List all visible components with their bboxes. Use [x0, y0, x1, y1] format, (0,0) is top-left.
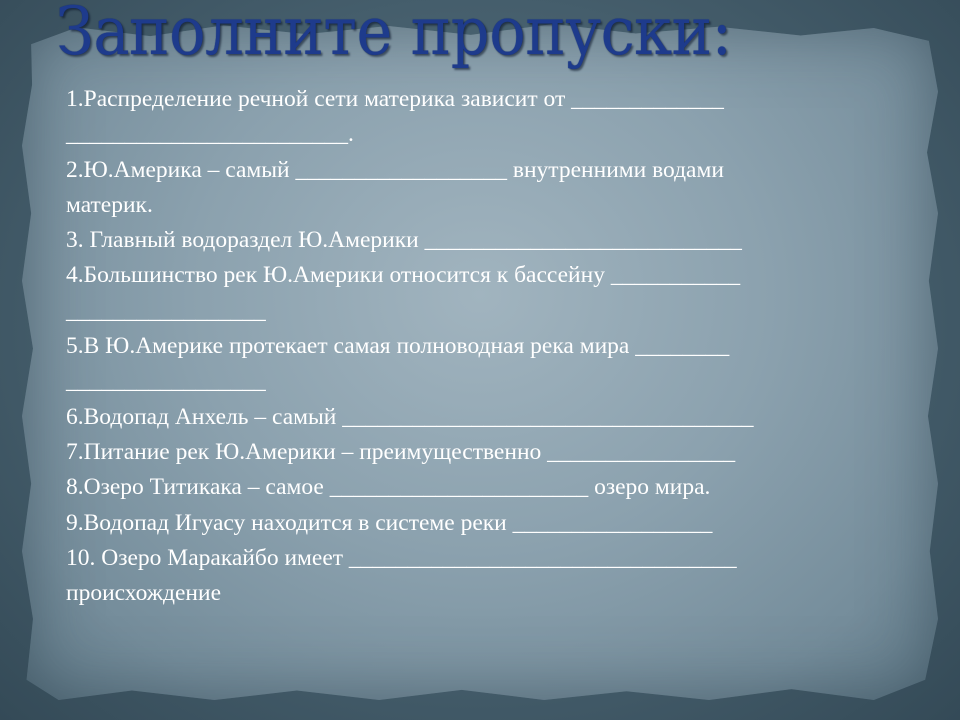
question-10-line-1: 10. Озеро Маракайбо имеет _________________________________: [66, 544, 737, 571]
question-1-line-1: 1.Распределение речной сети материка зависит от _____________: [66, 86, 724, 112]
question-4-line-1: 4.Большинство рек Ю.Америки относится к бассейну ___________: [66, 262, 741, 289]
question-5-line-1: 5.В Ю.Америке протекает самая полноводная река мира ________: [66, 333, 730, 360]
question-2-line-1: 2.Ю.Америка – самый __________________ внутренними водами: [66, 156, 724, 183]
question-3-line-1: 3. Главный водораздел Ю.Америки ___________________________: [66, 227, 742, 254]
question-2-line-2: материк.: [66, 191, 153, 218]
questions-list: [66, 82, 936, 611]
question-5-line-2: _________________: [66, 368, 266, 395]
question-8-line-1: 8.Озеро Титикака – самое ______________________ озеро мира.: [66, 474, 711, 501]
question-6-line-1: 6.Водопад Анхель – самый ___________________________________: [66, 403, 754, 430]
question-4-line-2: _________________: [66, 297, 266, 324]
question-10-line-2: происхождение: [66, 580, 221, 607]
question-1-line-2: ________________________.: [66, 121, 354, 148]
question-7-line-1: 7.Питание рек Ю.Америки – преимущественно ________________: [66, 438, 736, 465]
slide-title: Заполните пропуски:: [56, 0, 732, 70]
question-9-line-1: 9.Водопад Игуасу находится в системе реки _________________: [66, 509, 713, 536]
